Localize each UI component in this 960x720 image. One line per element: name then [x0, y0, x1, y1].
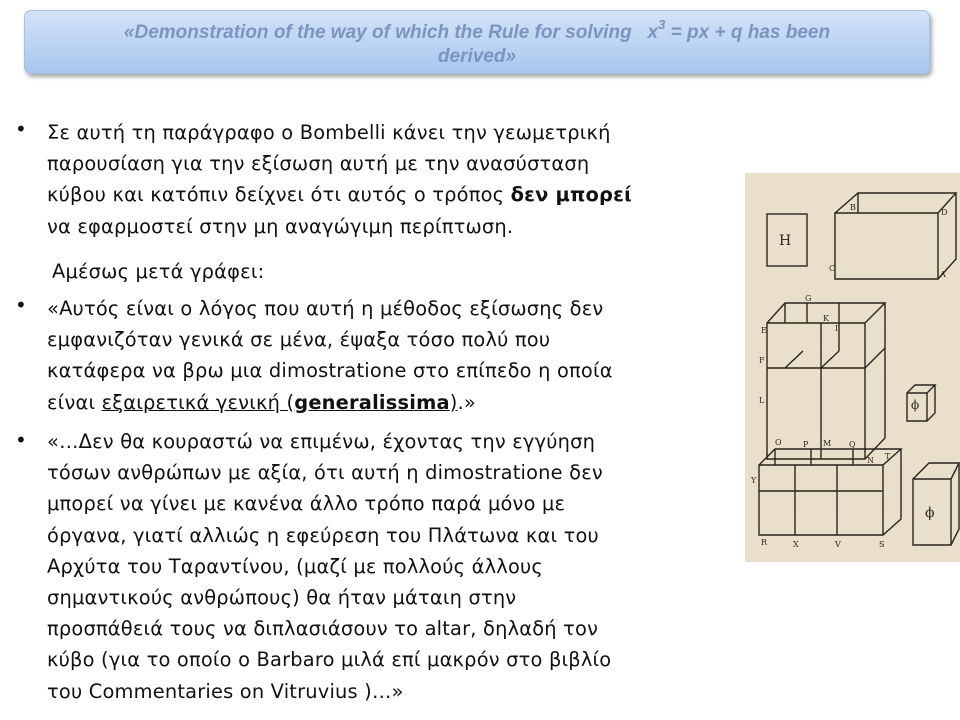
text-line: εμφανιζόταν γενικά σε μένα, έψαξα τόσο πολύ που	[47, 328, 551, 352]
figure-label-p: P	[803, 440, 809, 449]
text-line: Αρχύτα του Ταραντίνου, (μαζί με πολλούς άλλους	[47, 554, 544, 578]
text-line	[47, 387, 747, 418]
block-middle-shape	[767, 303, 885, 459]
title-equation-rest: = px + q has been	[670, 22, 831, 43]
text-line: του Commentaries on Vitruvius )…»	[47, 679, 404, 703]
text-segment: κύβου και κατόπιν δείχνει ότι αυτός ο τρόπος	[47, 183, 511, 207]
underlined-text	[102, 391, 458, 414]
paragraph-quote-1	[47, 293, 747, 418]
figure-label-a: A	[940, 270, 946, 279]
figure-label-n: N	[867, 456, 874, 465]
figure-label-c: C	[829, 264, 836, 273]
figure-label-v: V	[835, 540, 841, 549]
figure-label-y: Y	[751, 476, 757, 485]
text-line: κύβο (για το οποίο ο Barbaro μιλά επί μακρόν στο βιβλίο	[47, 648, 612, 672]
text-segment: )	[449, 390, 458, 414]
figure-label-g: G	[805, 294, 812, 303]
paragraph-bombelli	[47, 117, 747, 242]
figure-label-small-cube: ϕ	[911, 398, 920, 412]
cube-bottom-right-shape	[913, 463, 959, 545]
bullet-icon: •	[15, 293, 27, 317]
bullet-icon: •	[15, 117, 27, 141]
figure-label-x: X	[793, 540, 799, 549]
text-line: τόσων ανθρώπων με αξία, ότι αυτή η dimostratione δεν	[47, 461, 603, 485]
text-line: παρουσίαση για την εξίσωση αυτή με την ανασύσταση	[47, 152, 590, 176]
figure-label-h: H	[779, 233, 792, 249]
title-equation-base: x	[647, 22, 659, 43]
text-segment: εξαιρετικά γενική (	[101, 390, 295, 414]
text-line: «…Δεν θα κουραστώ να επιμένω, έχοντας την εγγύηση	[47, 430, 596, 453]
slide-title	[24, 10, 930, 74]
text-line: προσπάθειά τους να διπλασιάσουν το altar, δηλαδή τον	[47, 617, 599, 641]
cube-diagram-svg	[745, 173, 960, 562]
figure-label-q: Q	[849, 440, 856, 449]
figure-label-e: E	[761, 326, 767, 335]
figure-label-d: D	[941, 208, 948, 217]
text-line: σημαντικούς ανθρώπους) θα ήταν μάταιη στην	[47, 586, 517, 610]
text-line: μπορεί να γίνει με κανένα άλλο τρόπο παρά μόνο με	[47, 492, 566, 516]
text-segment: .»	[457, 390, 476, 414]
figure-label-f: F	[759, 356, 765, 365]
text-line	[47, 179, 747, 210]
bullet-icon: •	[15, 428, 27, 452]
bold-text: δεν μπορεί	[510, 183, 632, 207]
figure-label-big-cube: ϕ	[925, 505, 935, 521]
bold-text: generalissima	[294, 390, 450, 414]
paragraph-quote-2	[47, 426, 747, 707]
figure-label-r: R	[761, 538, 768, 547]
figure-label-l: L	[759, 396, 765, 405]
subheading-line: Αμέσως μετά γράφει:	[52, 260, 265, 283]
title-equation-exponent: 3	[658, 16, 666, 32]
title-text-line2: derived»	[437, 46, 517, 67]
figure-label-k: K	[823, 314, 829, 323]
figure-label-b: B	[850, 203, 856, 212]
figure-label-i: I	[835, 324, 839, 333]
text-line: όργανα, γιατί αλλιώς η εφεύρεση του Πλάτωνα και του	[47, 523, 599, 547]
title-text-part1: «Demonstration of the way of which the Rule for solving	[123, 22, 632, 43]
text-segment: είναι	[47, 390, 102, 414]
text-line: να εφαρμοστεί στην μη αναγώγιμη περίπτωση.	[47, 214, 514, 238]
block-middle-detail-shape	[785, 303, 885, 368]
figure-label-o: O	[775, 438, 782, 447]
bombelli-cube-woodcut-image	[745, 173, 960, 562]
text-line: κατάφερα να βρω μια dimostratione στο επίπεδο η οποία	[47, 359, 613, 383]
block-bottom-shape	[759, 449, 901, 535]
figure-label-t: T	[885, 452, 891, 461]
figure-label-s: S	[879, 540, 885, 549]
figure-label-m: M	[823, 439, 832, 448]
text-line: Σε αυτή τη παράγραφο ο Bombelli κάνει την γεωμετρική	[47, 121, 611, 144]
text-line: «Αυτός είναι ο λόγος που αυτή η μέθοδος εξίσωσης δεν	[47, 297, 604, 320]
